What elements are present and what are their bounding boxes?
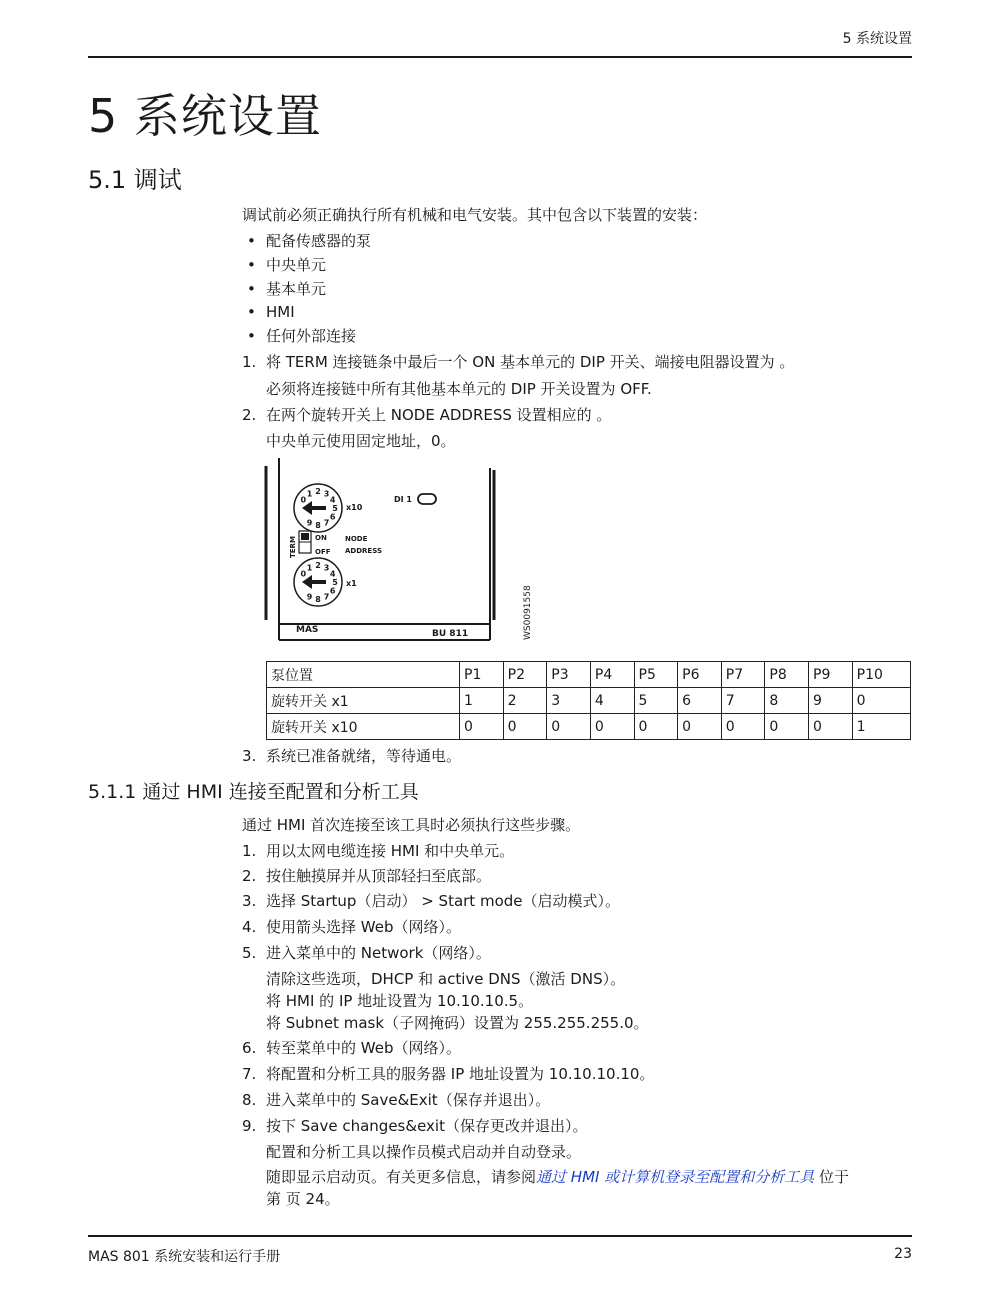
dial-digit: 8 <box>315 521 321 530</box>
address-label: ADDRESS <box>345 547 382 555</box>
step-text: 进入菜单中的 Save&Exit（保存并退出）。 <box>266 1091 551 1109</box>
section-intro: 调试前必须正确执行所有机械和电气安装。其中包含以下装置的安装： <box>242 206 708 224</box>
on-label: ON <box>315 534 327 542</box>
di1-led-icon <box>418 494 436 504</box>
step-number: 2. <box>242 406 257 424</box>
table-cell: 7 <box>721 688 765 714</box>
table-cell: 0 <box>721 714 765 740</box>
bullet-marker: • <box>247 327 256 345</box>
x1-label: x1 <box>346 579 357 588</box>
step-number: 1. <box>242 842 257 860</box>
model-left-label: MAS <box>296 625 319 635</box>
dial-digit: 4 <box>329 569 336 579</box>
header-rule <box>88 56 912 58</box>
bullet-item: 配备传感器的泵 <box>266 232 372 250</box>
chapter-title: 5 系统设置 <box>88 89 322 143</box>
step-number: 3. <box>242 892 257 910</box>
cross-reference-link[interactable]: 通过 HMI 或计算机登录至配置和分析工具 <box>536 1168 815 1186</box>
step-text: 选择 Startup（启动） > Start mode（启动模式）。 <box>266 892 620 910</box>
bullet-item: HMI <box>266 303 295 321</box>
figure-code: WS0091558 <box>523 585 533 640</box>
running-header: 5 系统设置 <box>842 31 912 47</box>
dial-digit: 9 <box>306 592 313 602</box>
section-heading-5-1-1: 5.1.1 通过 HMI 连接至配置和分析工具 <box>88 781 419 803</box>
pump-address-table <box>266 661 911 740</box>
step-text: 系统已准备就绪，等待通电。 <box>266 747 462 765</box>
final-paragraph <box>266 1167 849 1187</box>
step-number: 1. <box>242 353 257 371</box>
footer-rule <box>88 1235 912 1237</box>
table-header-cell: P8 <box>765 662 809 688</box>
bullet-marker: • <box>247 256 256 274</box>
dial-digit: 3 <box>323 489 330 499</box>
dial-digit: 7 <box>323 592 330 602</box>
step-number: 4. <box>242 918 257 936</box>
table-header-cell: P7 <box>721 662 765 688</box>
dial-digit: 2 <box>315 561 321 570</box>
table-header-cell: 泵位置 <box>267 662 460 688</box>
step-number: 9. <box>242 1117 257 1135</box>
page-number: 23 <box>894 1246 912 1262</box>
table-cell: 1 <box>460 688 504 714</box>
step-number: 5. <box>242 944 257 962</box>
table-header-cell: P3 <box>547 662 591 688</box>
step-number: 8. <box>242 1091 257 1109</box>
dial-digit: 0 <box>300 495 307 505</box>
step-text: 按下 Save changes&exit（保存更改并退出）。 <box>266 1117 588 1135</box>
dial-digit: 9 <box>306 518 313 528</box>
step-text: 用以太网电缆连接 HMI 和中央单元。 <box>266 842 515 860</box>
step-note: 配置和分析工具以操作员模式启动并自动登录。 <box>266 1143 582 1161</box>
dial-digit: 1 <box>306 489 313 499</box>
table-header-cell: P2 <box>503 662 547 688</box>
table-cell: 1 <box>852 714 910 740</box>
table-header-cell: P9 <box>809 662 853 688</box>
step-note: 中央单元使用固定地址，0。 <box>266 432 456 450</box>
dial-digit: 5 <box>332 504 338 513</box>
dial-digit: 6 <box>329 512 336 522</box>
table-cell: 0 <box>547 714 591 740</box>
bullet-item: 中央单元 <box>266 256 327 274</box>
table-cell: 2 <box>503 688 547 714</box>
table-cell: 旋转开关 x1 <box>267 688 460 714</box>
dial-digit: 8 <box>315 595 321 604</box>
step-note: 将 HMI 的 IP 地址设置为 10.10.10.5。 <box>266 992 534 1010</box>
step-text: 转至菜单中的 Web（网络）。 <box>266 1039 461 1057</box>
section-heading-5-1: 5.1 调试 <box>88 166 182 194</box>
bullet-marker: • <box>247 232 256 250</box>
table-cell: 4 <box>590 688 634 714</box>
step-text: 将 TERM 连接链条中最后一个 ON 基本单元的 DIP 开关、端接电阻器设置为 。 <box>266 353 795 371</box>
step-text: 使用箭头选择 Web（网络）。 <box>266 918 461 936</box>
step-note: 将 Subnet mask（子网掩码）设置为 255.255.255.0。 <box>266 1014 649 1032</box>
table-header-cell: P10 <box>852 662 910 688</box>
table-cell: 8 <box>765 688 809 714</box>
dial-digit: 7 <box>323 518 330 528</box>
bullet-marker: • <box>247 303 256 321</box>
table-header-cell: P5 <box>634 662 678 688</box>
final-suffix: 位于 <box>814 1168 849 1186</box>
table-header-cell: P1 <box>460 662 504 688</box>
dial-digit: 4 <box>329 495 336 505</box>
table-cell: 6 <box>678 688 722 714</box>
step-number: 2. <box>242 867 257 885</box>
step-text: 按住触摸屏并从顶部轻扫至底部。 <box>266 867 492 885</box>
table-cell: 0 <box>852 688 910 714</box>
table-cell: 9 <box>809 688 853 714</box>
model-right-label: BU 811 <box>432 629 469 639</box>
base-unit-figure <box>262 458 544 648</box>
table-cell: 0 <box>503 714 547 740</box>
step-number: 7. <box>242 1065 257 1083</box>
section-intro: 通过 HMI 首次连接至该工具时必须执行这些步骤。 <box>242 816 581 834</box>
final-text: 随即显示启动页。有关更多信息，请参阅 <box>266 1168 537 1186</box>
step-text: 将配置和分析工具的服务器 IP 地址设置为 10.10.10.10。 <box>266 1065 655 1083</box>
off-label: OFF <box>315 548 331 556</box>
step-number: 6. <box>242 1039 257 1057</box>
dip-switch-lever <box>301 533 309 540</box>
table-row <box>267 714 911 740</box>
dial-digit: 1 <box>306 563 313 573</box>
footer-manual-title: MAS 801 系统安装和运行手册 <box>88 1249 281 1265</box>
final-paragraph-line2: 第 页 24。 <box>266 1190 340 1208</box>
table-header-cell: P6 <box>678 662 722 688</box>
x10-label: x10 <box>346 503 363 512</box>
dial-digit: 0 <box>300 569 307 579</box>
di1-label: DI 1 <box>394 495 412 504</box>
table-cell: 0 <box>634 714 678 740</box>
table-cell: 3 <box>547 688 591 714</box>
dial-digit: 2 <box>315 487 321 496</box>
table-cell: 0 <box>809 714 853 740</box>
bullet-marker: • <box>247 280 256 298</box>
table-cell: 旋转开关 x10 <box>267 714 460 740</box>
table-header-row <box>267 662 911 688</box>
step-text: 在两个旋转开关上 NODE ADDRESS 设置相应的 。 <box>266 406 612 424</box>
table-row <box>267 688 911 714</box>
table-header-cell: P4 <box>590 662 634 688</box>
table-cell: 0 <box>765 714 809 740</box>
node-label: NODE <box>345 535 368 543</box>
bullet-item: 基本单元 <box>266 280 327 298</box>
step-note: 清除这些选项，DHCP 和 active DNS（激活 DNS）。 <box>266 970 626 988</box>
dial-digit: 6 <box>329 586 336 596</box>
dial-digit: 5 <box>332 578 338 587</box>
table-cell: 0 <box>678 714 722 740</box>
table-cell: 5 <box>634 688 678 714</box>
table-cell: 0 <box>460 714 504 740</box>
table-cell: 0 <box>590 714 634 740</box>
step-text: 进入菜单中的 Network（网络）。 <box>266 944 491 962</box>
bullet-item: 任何外部连接 <box>266 327 357 345</box>
step-note: 必须将连接链中所有其他基本单元的 DIP 开关设置为 OFF. <box>266 380 652 398</box>
dial-digit: 3 <box>323 563 330 573</box>
step-number: 3. <box>242 747 257 765</box>
term-label: TERM <box>289 536 297 558</box>
